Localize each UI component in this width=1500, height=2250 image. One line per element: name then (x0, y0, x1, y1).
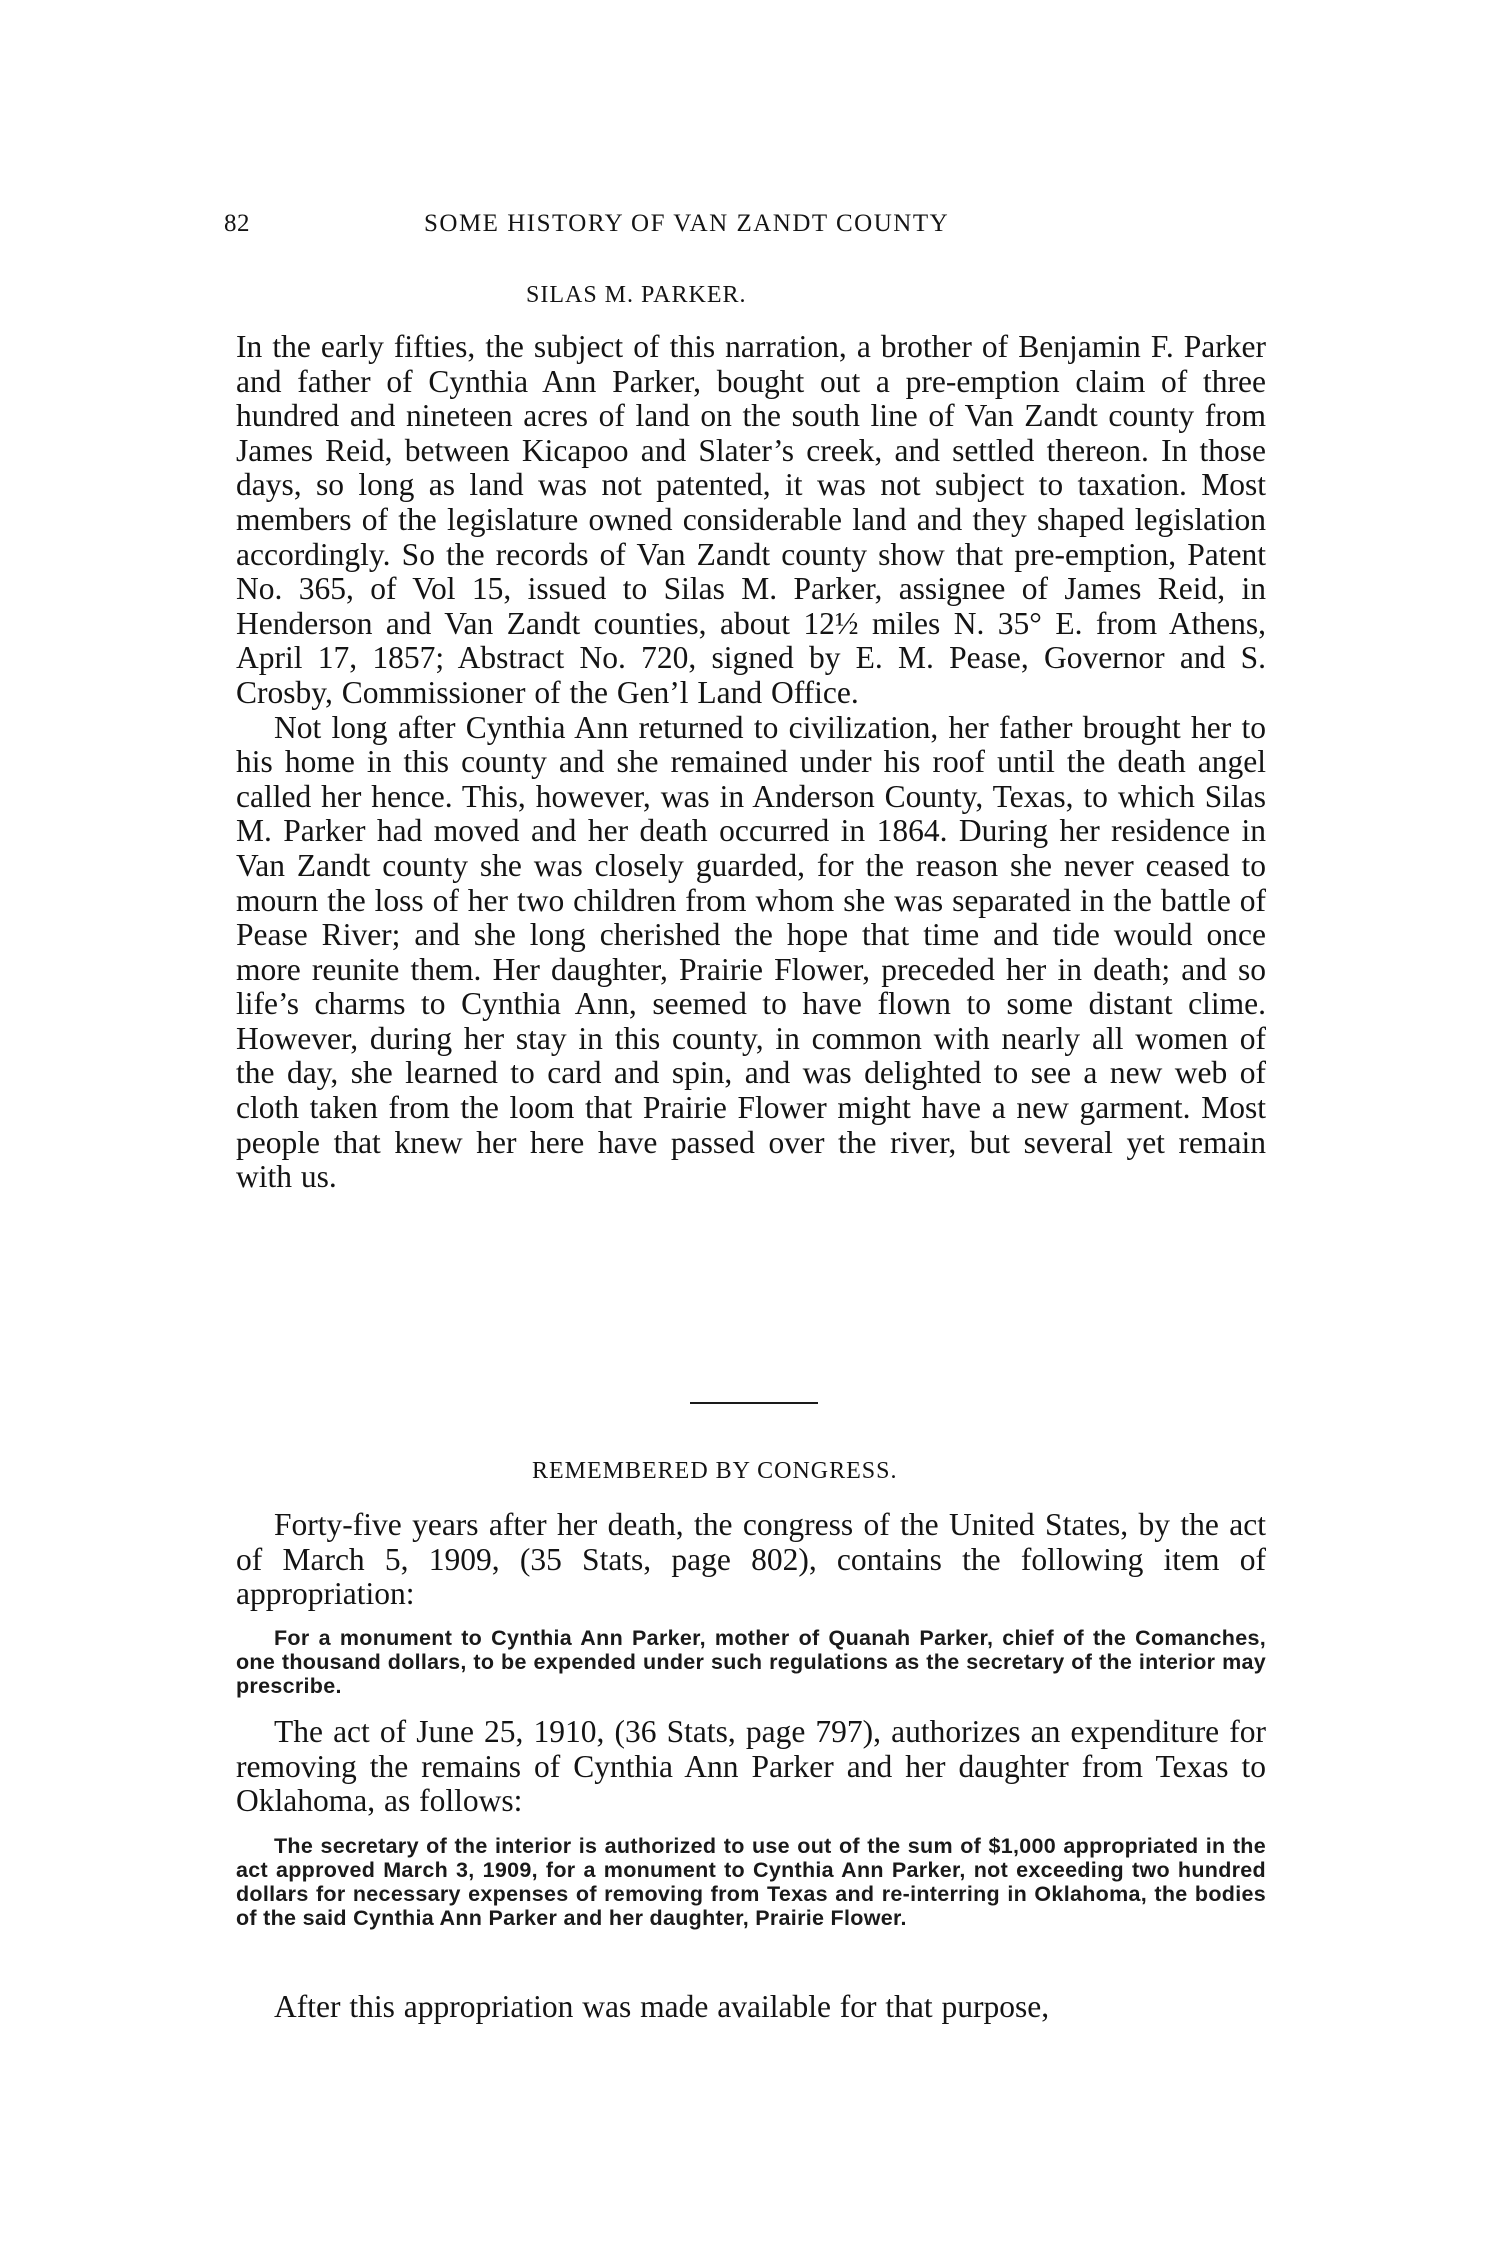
paragraph-congress-intro: Forty-five years after her death, the congress of the United States, by the act of March 5, 1909, (35 Stats, page 802), contains the following item of appropriation: (236, 1507, 1266, 1612)
section-heading-silas-parker: SILAS M. PARKER. (526, 282, 747, 308)
paragraph-congress-intro-wrap (236, 1508, 1266, 1612)
running-title: SOME HISTORY OF VAN ZANDT COUNTY (424, 210, 950, 237)
quote-appropriation-1910 (236, 1834, 1266, 1930)
quote-1909-text: For a monument to Cynthia Ann Parker, mother of Quanah Parker, chief of the Comanches, one thousand dollars, to be expended under such regulations as the secretary of the interior may prescribe. (236, 1626, 1266, 1698)
section1-body (236, 330, 1266, 1195)
paragraph-closing-wrap (236, 1990, 1266, 2025)
section-heading-remembered-by-congress: REMEMBERED BY CONGRESS. (532, 1458, 898, 1484)
paragraph-act-1910: The act of June 25, 1910, (36 Stats, page 797), authorizes an expenditure for removing the remains of Cynthia Ann Parker and her daughter from Texas to Oklahoma, as follows: (236, 1714, 1266, 1819)
paragraph-cynthia-ann-return: Not long after Cynthia Ann returned to civilization, her father brought her to his home in this county and she remained under his roof until the death angel called her hence. This, however, was in Anderson County, Texas, to which Silas M. Parker had moved and her death occurred in 1864. During her residence in Van Zandt county she was closely guarded, for the reason she never ceased to mourn the loss of her two children from whom she was separated in the battle of Pease River; and she long cherished the hope that time and tide would once more reunite them. Her daughter, Prairie Flower, preceded her in death; and so life’s charms to Cynthia Ann, seemed to have flown to some distant clime. However, during her stay in this county, in common with nearly all women of the day, she learned to card and spin, and was delighted to see a new web of cloth taken from the loom that Prairie Flower might have a new garment. Most people that knew her here have passed over the river, but several yet remain with us. (236, 709, 1266, 1195)
quote-appropriation-1909 (236, 1626, 1266, 1698)
section-divider (690, 1402, 818, 1404)
paragraph-act-1910-wrap (236, 1715, 1266, 1819)
page-number: 82 (224, 210, 250, 237)
paragraph-closing: After this appropriation was made available for that purpose, (274, 1989, 1050, 2024)
quote-1910-text: The secretary of the interior is authorized to use out of the sum of $1,000 appropriated in the act approved March 3, 1909, for a monument to Cynthia Ann Parker, not exceeding two hundred dollars for necessary expenses of removing from Texas and re-interring in Oklahoma, the bodies of the said Cynthia Ann Parker and her daughter, Prairie Flower. (236, 1834, 1266, 1930)
paragraph-silas-land-claim: In the early fifties, the subject of this narration, a brother of Benjamin F. Parker and father of Cynthia Ann Parker, bought out a pre-emption claim of three hundred and nineteen acres of land on the south line of Van Zandt county from James Reid, between Kicapoo and Slater’s creek, and settled thereon. In those days, so long as land was not patented, it was not subject to taxation. Most members of the legislature owned considerable land and they shaped legislation accordingly. So the records of Van Zandt county show that pre-emption, Patent No. 365, of Vol 15, issued to Silas M. Parker, assignee of James Reid, in Henderson and Van Zandt counties, about 12½ miles N. 35° E. from Athens, April 17, 1857; Abstract No. 720, signed by E. M. Pease, Governor and S. Crosby, Commissioner of the Gen’l Land Office. (236, 329, 1266, 710)
